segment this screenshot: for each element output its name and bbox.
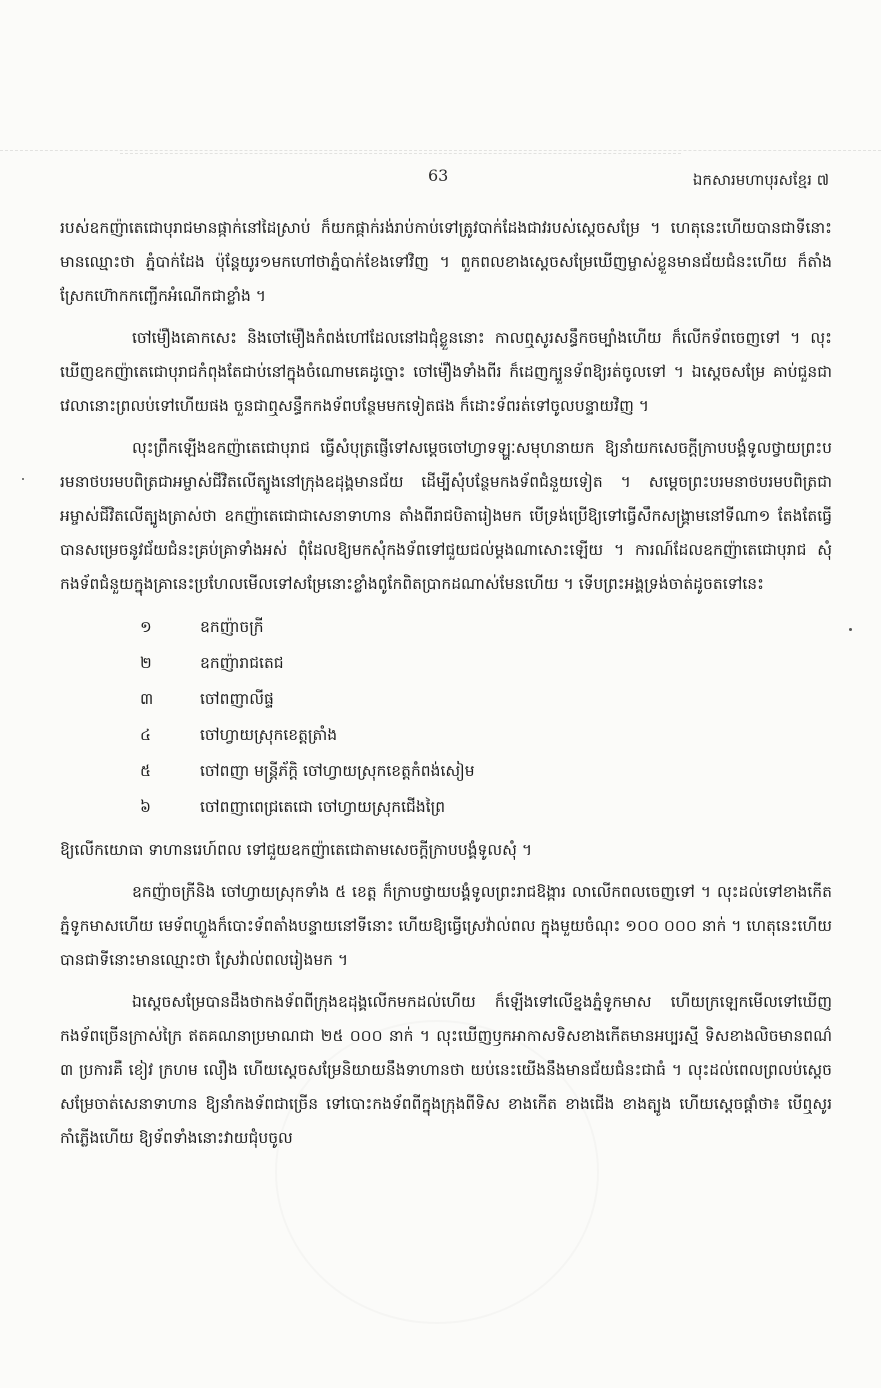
- list-text: ចៅពញាពេជ្រតេជោ ចៅហ្វាយស្រុកជើងព្រៃ: [200, 798, 446, 816]
- list-text: ចៅពញា មន្ត្រីភ័ក្តិ ចៅហ្វាយស្រុកខេត្តកំពង់សៀម: [200, 762, 475, 780]
- list-item: [60, 789, 832, 825]
- appointment-list: [60, 609, 832, 825]
- list-number: ១: [140, 618, 152, 636]
- list-number: ៣: [140, 690, 154, 708]
- paragraph: ឱ្យលើកយោធា ទាហានរេហ៍ពល ទៅជួយឧកញ៉ាតេជោតាមសេចក្តីក្រាបបង្គំទូលសុំ ។: [60, 841, 533, 859]
- list-item: [60, 753, 832, 789]
- list-number: ៦: [140, 798, 151, 816]
- paragraph: ឧកញ៉ាចក្រីនិង ចៅហ្វាយស្រុកទាំង ៥ ខេត្ត ក៏ក្រាបថ្វាយបង្គំទូលព្រះរាជឱង្ការ លាលើកពលចេញទៅ ។ លុះដល់ទៅខាងកើតភ្នំទូកមាសហើយ មេទ័ពហ្លួងក៏បោះទ័ពតាំងបន្ទាយនៅទីនោះ ហើយឱ្យធ្វើស្រេវ៉ាល់ពល ក្នុងមួយចំណុះ ១០០ ០០០ នាក់ ។ ហេតុនេះហើយបានជាទីនោះមានឈ្មោះថា ស្រែវ៉ាល់ពលរៀងមក ។: [60, 883, 832, 969]
- list-text: ឧកញ៉ាចក្រី: [200, 618, 264, 636]
- list-item: [60, 609, 832, 645]
- list-item: [60, 681, 832, 717]
- page-number: 63: [428, 166, 449, 185]
- list-item: [60, 645, 832, 681]
- body-text: [60, 211, 832, 1163]
- list-text: ឧកញ៉ារាជតេជ: [200, 654, 284, 672]
- scan-speck: [22, 478, 24, 480]
- list-number: ៤: [140, 726, 151, 744]
- paragraph: របស់ឧកញ៉ាតេជោបុរាជមានផ្កាក់នៅដៃស្រាប់ ក៏យកផ្កាក់រង់រាប់កាប់ទៅត្រូវបាក់ដែងជាវរបស់ស្តេចសម្រែ ។ ហេតុនេះហើយបានជាទីនោះមានឈ្មោះថា ភ្នំបាក់ដែង ប៉ុន្តែយូរ១មកហៅថាភ្នំបាក់ខែងទៅវិញ ។ ពួកពលខាងស្តេចសម្រែឃើញម្ចាស់ខ្លួនមានជ័យជំនះហើយ ក៏តាំងស្រែកហ៊ោកកញ្ជើកអំណើកជាខ្លាំង ។: [60, 219, 832, 305]
- paragraph: ចៅម៉ឿងគោកសេះ និងចៅម៉ឿងកំពង់ហៅដែលនៅឯជុំខ្លួននោះ កាលឮសូរសន្ធឹកចម្បាំងហើយ ក៏លើកទ័ពចេញទៅ ។ លុះឃើញឧកញ៉ាតេជោបុរាជកំពុងតែជាប់នៅក្នុងចំណោមគេដូច្នោះ ចៅម៉ឿងទាំងពីរ ក៏ដេញក្បួនទ័ពឱ្យរត់ចូលទៅ ។ ឯស្តេចសម្រែ គាប់ជួនជាវេលានោះព្រលប់ទៅហើយផង ចួនជាឮសន្ធឹកកងទ័ពបន្ថែមមកទៀតផង ក៏ដោះទ័ពរត់ទៅចូលបន្ទាយវិញ ។: [60, 329, 832, 415]
- scan-line: [120, 153, 681, 155]
- paragraph: ឯស្តេចសម្រែបានដឹងថាកងទ័ពពីក្រុងឧដុង្គលើកមកដល់ហើយ ក៏ឡើងទៅលើខ្នងភ្នំទូកមាស ហើយក្រឡេកមើលទៅឃើញកងទ័ពច្រើនក្រាស់ក្រៃ ឥតគណនាប្រមាណជា ២៥ ០០០ នាក់ ។ លុះឃើញឫកអាកាសទិសខាងកើតមានអប្បរស្មី ទិសខាងលិចមានពណ៌ ៣ ប្រការគឺ ខៀវ ក្រហម លឿង ហើយស្តេចសម្រែនិយាយនឹងទាហានថា យប់នេះយើងនឹងមានជ័យជំនះជាធំ ។ លុះដល់ពេលព្រលប់ស្តេចសម្រែចាត់សេនាទាហាន ឱ្យនាំកងទ័ពជាច្រើន ទៅបោះកងទ័ពពីក្នុងក្រុងពីទិស ខាងកើត ខាងជើង ខាងត្បូង ហើយស្តេចផ្តាំថា៖ បើឮសូរកាំភ្លើងហើយ ឱ្យទ័ពទាំងនោះវាយជុំបចូល: [60, 993, 832, 1147]
- list-number: ២: [140, 654, 152, 672]
- scan-line: [0, 150, 881, 152]
- paragraph: លុះព្រឹកឡើងឧកញ៉ាតេជោបុរាជ ធ្វើសំបុត្រផ្ញើទៅសម្តេចចៅហ្វាទឡ្ហៈសមុហនាយក ឱ្យនាំយកសេចក្តីក្រាបបង្គំទូលថ្វាយព្រះបរមនាថបរមបពិត្រជាអម្ចាស់ជីវិតលើត្បូងនៅក្រុងឧដុង្គមានជ័យ ដើម្បីសុំបន្ថែមកងទ័ពជំនួយទៀត ។ សម្តេចព្រះបរមនាថបរមបពិត្រជាអម្ចាស់ជីវិតលើត្បូងត្រាស់ថា ឧកញ៉ាតេជោជាសេនាទាហាន តាំងពីរាជបិតារៀងមក បើទ្រង់ប្រើឱ្យទៅធ្វើសឹកសង្គ្រាមនៅទីណា១ តែងតែធ្វើបានសម្រេចនូវជ័យជំនះគ្រប់គ្រាទាំងអស់ ពុំដែលឱ្យមកសុំកងទ័ពទៅជួយជល់ម្តងណាសោះឡើយ ។ ការណ៍ដែលឧកញ៉ាតេជោបុរាជ សុំកងទ័ពជំនួយក្នុងគ្រានេះប្រហែលមើលទៅសម្រែនោះខ្លាំងពូកែពិតប្រាកដណាស់មែនហើយ ។ ទើបព្រះអង្គទ្រង់ចាត់ដូចតទៅនេះ: [60, 439, 832, 593]
- list-item: [60, 717, 832, 753]
- scan-speck: [849, 628, 852, 631]
- list-text: ចៅហ្វាយស្រុកខេត្តត្រាំង: [200, 726, 338, 744]
- list-number: ៥: [140, 762, 151, 780]
- running-header: ឯកសារមហាបុរសខ្មែរ ៧: [692, 171, 829, 189]
- list-text: ចៅពញាលីផ្ទ: [200, 690, 274, 708]
